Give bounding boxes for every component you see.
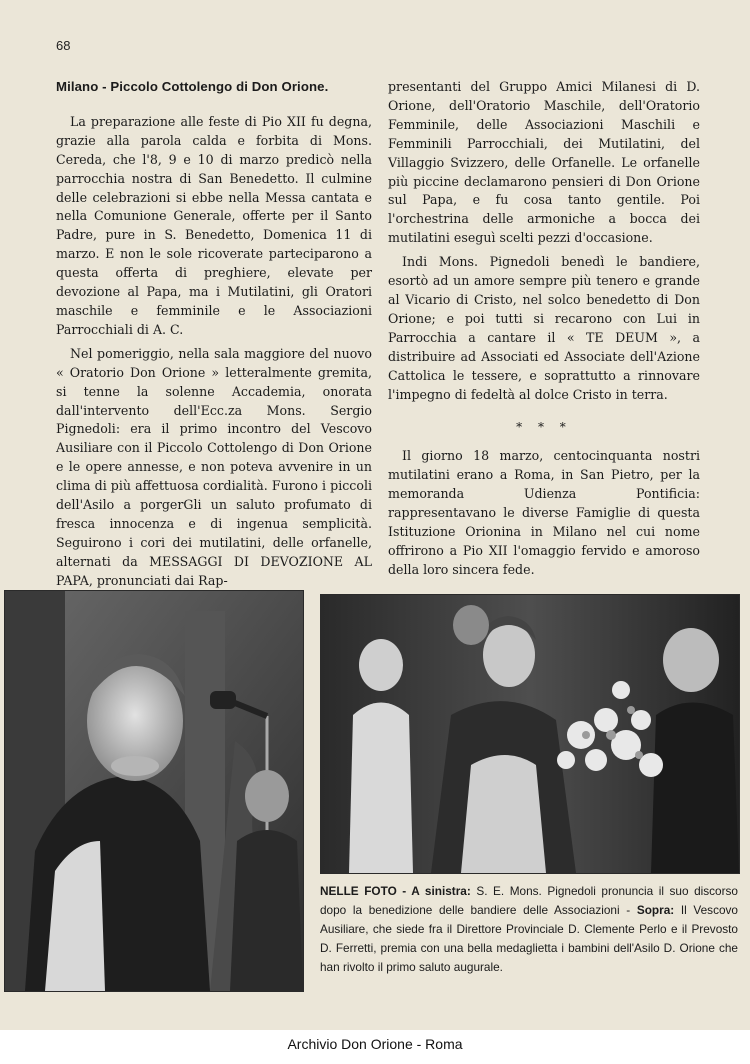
photo-caption [320, 882, 738, 977]
photo-bishop-speaking [4, 590, 304, 992]
paragraph: Indi Mons. Pignedoli benedì le bandiere, esortò ad un amore sempre più tenero e grande al Vicario di Cristo, nel solco benedetto di Don Orione; e poi tutti si recarono con Lui in Parrocchia a cantare il « TE DEUM », a distribuire ad Associati ed Associate dell'Azione Cattolica le tessere, e soprattutto a rinnovare l'impegno di fedeltà al dolce Cristo in terra. [388, 254, 700, 402]
archive-footer: Archivio Don Orione - Roma [287, 1036, 463, 1052]
right-column [388, 78, 700, 585]
paragraph: Nel pomeriggio, nella sala maggiore del nuovo « Oratorio Don Orione » letteralmente gremita, si tenne la solenne Accademia, onorata dall'intervento dell'Ecc.za Mons. Sergio Pignedoli: era il primo incontro del Vescovo Ausiliare con il Piccolo Cottolengo di Don Orione e le opere annesse, e non poteva avvenire in un clima di più affettuosa cordialità. Furono i piccoli dell'Asilo a porgerGli un saluto profumato di fresca innocenza e di ingenua semplicità. Seguirono i cori dei mutilatini, delle orfanelle, alternati da MESSAGGI DI DEVOZIONE AL PAPA, pronunciati dai Rap- [56, 345, 372, 588]
section-separator: * * * [516, 420, 572, 435]
photo-bishop-with-children [320, 594, 740, 874]
paragraph: Il giorno 18 marzo, centocinquanta nostri mutilatini erano a Roma, in San Pietro, per la memoranda Udienza Pontificia: rappresentavano le diverse Famiglie di questa Istituzione Orionina in Milano nel cui nome offrirono a Pio XII l'omaggio fervido e amoroso della loro sincera fede. [388, 448, 700, 577]
caption-label: NELLE FOTO - A sinistra: [320, 884, 471, 898]
article-heading: Milano - Piccolo Cottolengo di Don Orione. [56, 79, 329, 94]
caption-text-left: S. E. Mons. Pignedoli pronuncia il suo discorso dopo la benedizione delle bandiere delle Associazioni - [320, 884, 738, 917]
caption-text-right: Il Vescovo Ausiliare, che siede fra il Direttore Provinciale D. Clemente Perlo e il Prevosto D. Ferretti, premia con una bella medaglietta i bambini dell'Asilo D. Orione che han rivolto il primo saluto augurale. [320, 903, 738, 974]
caption-label-above: Sopra: [636, 903, 675, 917]
page-number: 68 [56, 38, 71, 53]
paragraph: presentanti del Gruppo Amici Milanesi di D. Orione, dell'Oratorio Maschile, dell'Oratorio Femminile, delle Associazioni Maschili e Femminili Parrocchiali, dei Mutilatini, del Villaggio Svizzero, delle Orfanelle. Le orfanelle più piccine declamarono pensieri di Don Orione sul Papa, e fu cosa tanto gentile. Poi l'orchestrina delle armoniche a bocca dei mutilatini eseguì scelti pezzi d'occasione. [388, 79, 700, 246]
photo-children-image [321, 595, 739, 873]
left-column [56, 78, 372, 596]
paragraph: La preparazione alle feste di Pio XII fu degna, grazie alla parola calda e forbita di Mons. Cereda, che l'8, 9 e 10 di marzo predicò nella parrocchia nostra di San Benedetto. Il culmine delle celebrazioni si ebbe nella Messa cantata e nella Comunione Generale, offerte per il Santo Padre, pure in S. Benedetto, Domenica 11 di marzo. E non le sole ricoverate parteciparono a questa offerta di preghiere, elevate per devozione al Papa, ma i Mutilatini, gli Oratori maschile e femminile e le Associazioni Parrocchiali di A. C. [56, 113, 372, 337]
photo-bishop-image [5, 591, 303, 991]
